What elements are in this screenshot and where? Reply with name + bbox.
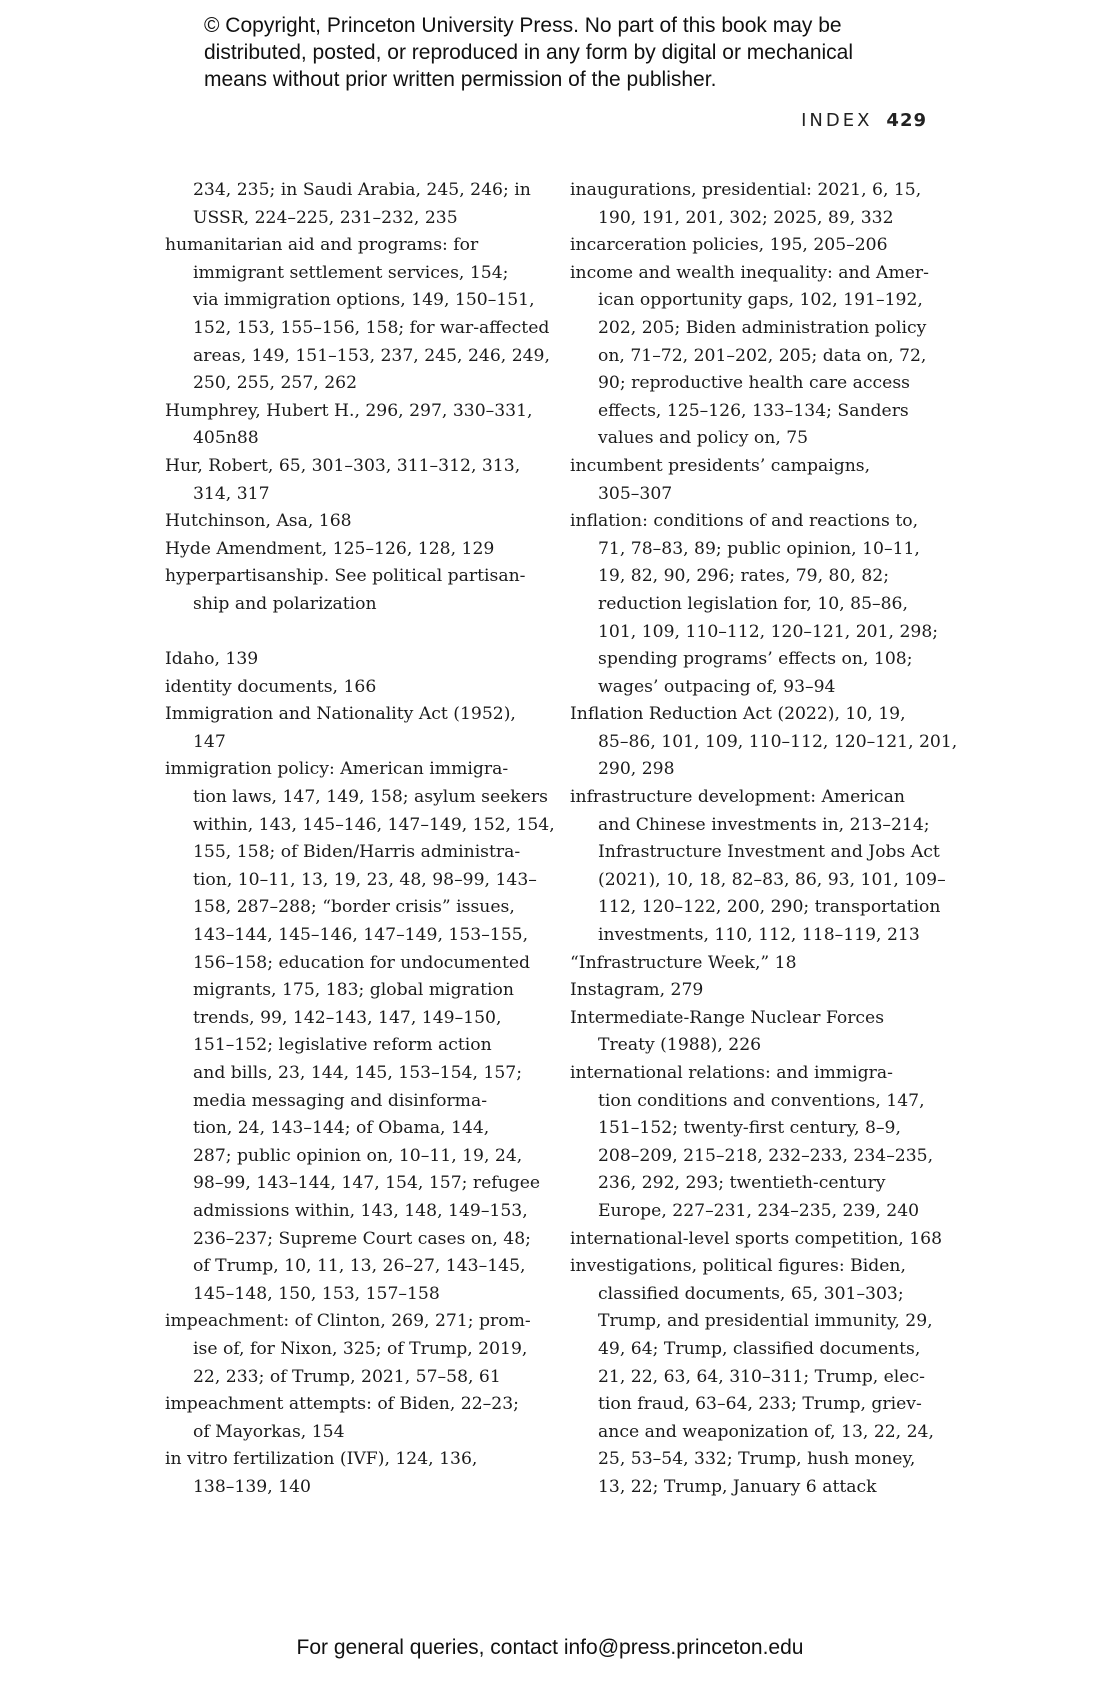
index-line: 71, 78–83, 89; public opinion, 10–11,: [598, 538, 920, 559]
index-line: 22, 233; of Trump, 2021, 57–58, 61: [193, 1366, 501, 1387]
index-entry: international-level sports competition, 168: [570, 1228, 943, 1249]
footer-contact: For general queries, contact info@press.princeton.edu: [296, 1636, 804, 1659]
index-line: on, 71–72, 201–202, 205; data on, 72,: [598, 345, 927, 366]
index-line: of Mayorkas, 154: [193, 1421, 345, 1442]
index-line: 21, 22, 63, 64, 310–311; Trump, elec-: [598, 1366, 925, 1387]
index-line: tion fraud, 63–64, 233; Trump, griev-: [598, 1394, 922, 1415]
index-entry: inflation: conditions of and reactions to,: [570, 511, 919, 532]
index-entry: Instagram, 279: [570, 980, 704, 1001]
index-line: migrants, 175, 183; global migration: [193, 980, 514, 1001]
index-entry: Inflation Reduction Act (2022), 10, 19,: [570, 704, 906, 725]
index-entry: impeachment attempts: of Biden, 22–23;: [165, 1394, 519, 1415]
index-entry: international relations: and immigra-: [570, 1063, 893, 1083]
index-line: ance and weaponization of, 13, 22, 24,: [598, 1421, 934, 1442]
index-line: ship and polarization: [193, 593, 377, 614]
index-entry: infrastructure development: American: [570, 787, 905, 808]
index-entry: incumbent presidents’ campaigns,: [570, 455, 871, 476]
index-line: 145–148, 150, 153, 157–158: [193, 1283, 440, 1304]
index-line: USSR, 224–225, 231–232, 235: [193, 207, 458, 228]
index-entry: impeachment: of Clinton, 269, 271; prom-: [165, 1311, 531, 1332]
index-line: 190, 191, 201, 302; 2025, 89, 332: [598, 207, 894, 228]
index-line: 151–152; twenty-first century, 8–9,: [598, 1118, 901, 1139]
index-entry: inaugurations, presidential: 2021, 6, 15,: [570, 180, 922, 200]
letter-group-gap: [165, 619, 545, 647]
index-line: 151–152; legislative reform action: [193, 1035, 492, 1056]
index-entry: Humphrey, Hubert H., 296, 297, 330–331,: [165, 400, 533, 421]
index-entry: Hur, Robert, 65, 301–303, 311–312, 313,: [165, 455, 521, 476]
index-line: spending programs’ effects on, 108;: [598, 649, 913, 670]
index-entry: hyperpartisanship. See political partisan-: [165, 566, 526, 587]
index-line: via immigration options, 149, 150–151,: [193, 290, 535, 311]
index-column-left: [165, 177, 555, 1502]
index-entry: Intermediate-Range Nuclear Forces: [570, 1007, 885, 1028]
index-line: effects, 125–126, 133–134; Sanders: [598, 400, 909, 421]
index-line: reduction legislation for, 10, 85–86,: [598, 593, 908, 614]
index-line: 287; public opinion on, 10–11, 19, 24,: [193, 1145, 523, 1166]
index-line: 202, 205; Biden administration policy: [598, 317, 927, 338]
index-line: 98–99, 143–144, 147, 154, 157; refugee: [193, 1173, 541, 1194]
index-line: 85–86, 101, 109, 110–112, 120–121, 201,: [598, 731, 958, 752]
index-line: admissions within, 143, 148, 149–153,: [193, 1200, 528, 1221]
index-entry: humanitarian aid and programs: for: [165, 235, 479, 256]
index-line: of Trump, 10, 11, 13, 26–27, 143–145,: [193, 1256, 526, 1277]
index-line: Infrastructure Investment and Jobs Act: [598, 842, 940, 863]
index-entry: “Infrastructure Week,” 18: [570, 952, 797, 973]
copyright-line: distributed, posted, or reproduced in any form by digital or mechanical: [204, 41, 854, 64]
copyright-line: © Copyright, Princeton University Press. No part of this book may be: [204, 14, 842, 37]
index-line: trends, 99, 142–143, 147, 149–150,: [193, 1007, 502, 1028]
index-entry: Immigration and Nationality Act (1952),: [165, 704, 516, 725]
copyright-line: means without prior written permission of the publisher.: [204, 68, 717, 91]
index-line: 236, 292, 293; twentieth-century: [598, 1173, 886, 1194]
index-line: 101, 109, 110–112, 120–121, 201, 298;: [598, 621, 939, 642]
index-line: 305–307: [598, 483, 673, 504]
index-line: 152, 153, 155–156, 158; for war-affected: [193, 317, 550, 338]
index-entry: in vitro fertilization (IVF), 124, 136,: [165, 1449, 478, 1470]
index-line: tion laws, 147, 149, 158; asylum seekers: [193, 787, 548, 808]
index-entry: income and wealth inequality: and Amer-: [570, 262, 929, 283]
index-entry: immigration policy: American immigra-: [165, 759, 509, 780]
index-line: immigrant settlement services, 154;: [193, 262, 509, 283]
index-line: 138–139, 140: [193, 1476, 311, 1497]
index-line: 90; reproductive health care access: [598, 373, 910, 394]
index-line: areas, 149, 151–153, 237, 245, 246, 249,: [193, 345, 550, 366]
index-column-right: [570, 177, 958, 1502]
index-line: Europe, 227–231, 234–235, 239, 240: [598, 1200, 920, 1221]
index-line: 234, 235; in Saudi Arabia, 245, 246; in: [193, 180, 531, 200]
index-line: 158, 287–288; “border crisis” issues,: [193, 897, 515, 918]
index-line: 13, 22; Trump, January 6 attack: [598, 1476, 877, 1497]
index-line: Treaty (1988), 226: [598, 1035, 762, 1056]
index-line: 250, 255, 257, 262: [193, 373, 358, 394]
index-line: (2021), 10, 18, 82–83, 86, 93, 101, 109–: [598, 869, 946, 890]
running-head: [801, 110, 927, 131]
index-entry: Idaho, 139: [165, 649, 259, 670]
index-line: and Chinese investments in, 213–214;: [598, 814, 930, 835]
index-line: 25, 53–54, 332; Trump, hush money,: [598, 1449, 916, 1470]
index-line: 236–237; Supreme Court cases on, 48;: [193, 1228, 531, 1249]
index-line: and bills, 23, 144, 145, 153–154, 157;: [193, 1063, 523, 1083]
index-line: media messaging and disinforma-: [193, 1090, 488, 1111]
index-line: values and policy on, 75: [598, 428, 809, 449]
index-line: 208–209, 215–218, 232–233, 234–235,: [598, 1145, 934, 1166]
index-entry: investigations, political figures: Biden,: [570, 1256, 906, 1277]
copyright-notice: [204, 12, 924, 93]
index-line: 49, 64; Trump, classified documents,: [598, 1338, 921, 1359]
index-line: tion, 10–11, 13, 19, 23, 48, 98–99, 143–: [193, 869, 537, 890]
index-line: Trump, and presidential immunity, 29,: [598, 1311, 933, 1332]
index-entry: Hyde Amendment, 125–126, 128, 129: [165, 538, 495, 559]
index-line: within, 143, 145–146, 147–149, 152, 154,: [193, 814, 555, 835]
index-entry: incarceration policies, 195, 205–206: [570, 235, 888, 256]
index-line: 314, 317: [193, 483, 270, 504]
index-line: tion conditions and conventions, 147,: [598, 1090, 925, 1111]
index-line: wages’ outpacing of, 93–94: [598, 676, 836, 697]
page-number: 429: [886, 110, 927, 131]
index-line: 156–158; education for undocumented: [193, 952, 531, 973]
index-line: 290, 298: [598, 759, 675, 780]
index-line: investments, 110, 112, 118–119, 213: [598, 925, 920, 946]
index-line: 19, 82, 90, 296; rates, 79, 80, 82;: [598, 566, 889, 587]
index-line: 143–144, 145–146, 147–149, 153–155,: [193, 925, 529, 946]
index-line: tion, 24, 143–144; of Obama, 144,: [193, 1118, 490, 1139]
index-line: 112, 120–122, 200, 290; transportation: [598, 897, 941, 918]
index-line: classified documents, 65, 301–303;: [598, 1283, 904, 1304]
index-line: ican opportunity gaps, 102, 191–192,: [598, 290, 923, 311]
index-line: 155, 158; of Biden/Harris administra-: [193, 842, 521, 863]
index-entry: Hutchinson, Asa, 168: [165, 511, 352, 532]
index-line: 405n88: [193, 428, 259, 449]
index-line: 147: [193, 731, 226, 752]
section-title: INDEX: [801, 110, 873, 131]
index-line: ise of, for Nixon, 325; of Trump, 2019,: [193, 1338, 528, 1359]
index-entry: identity documents, 166: [165, 676, 377, 697]
